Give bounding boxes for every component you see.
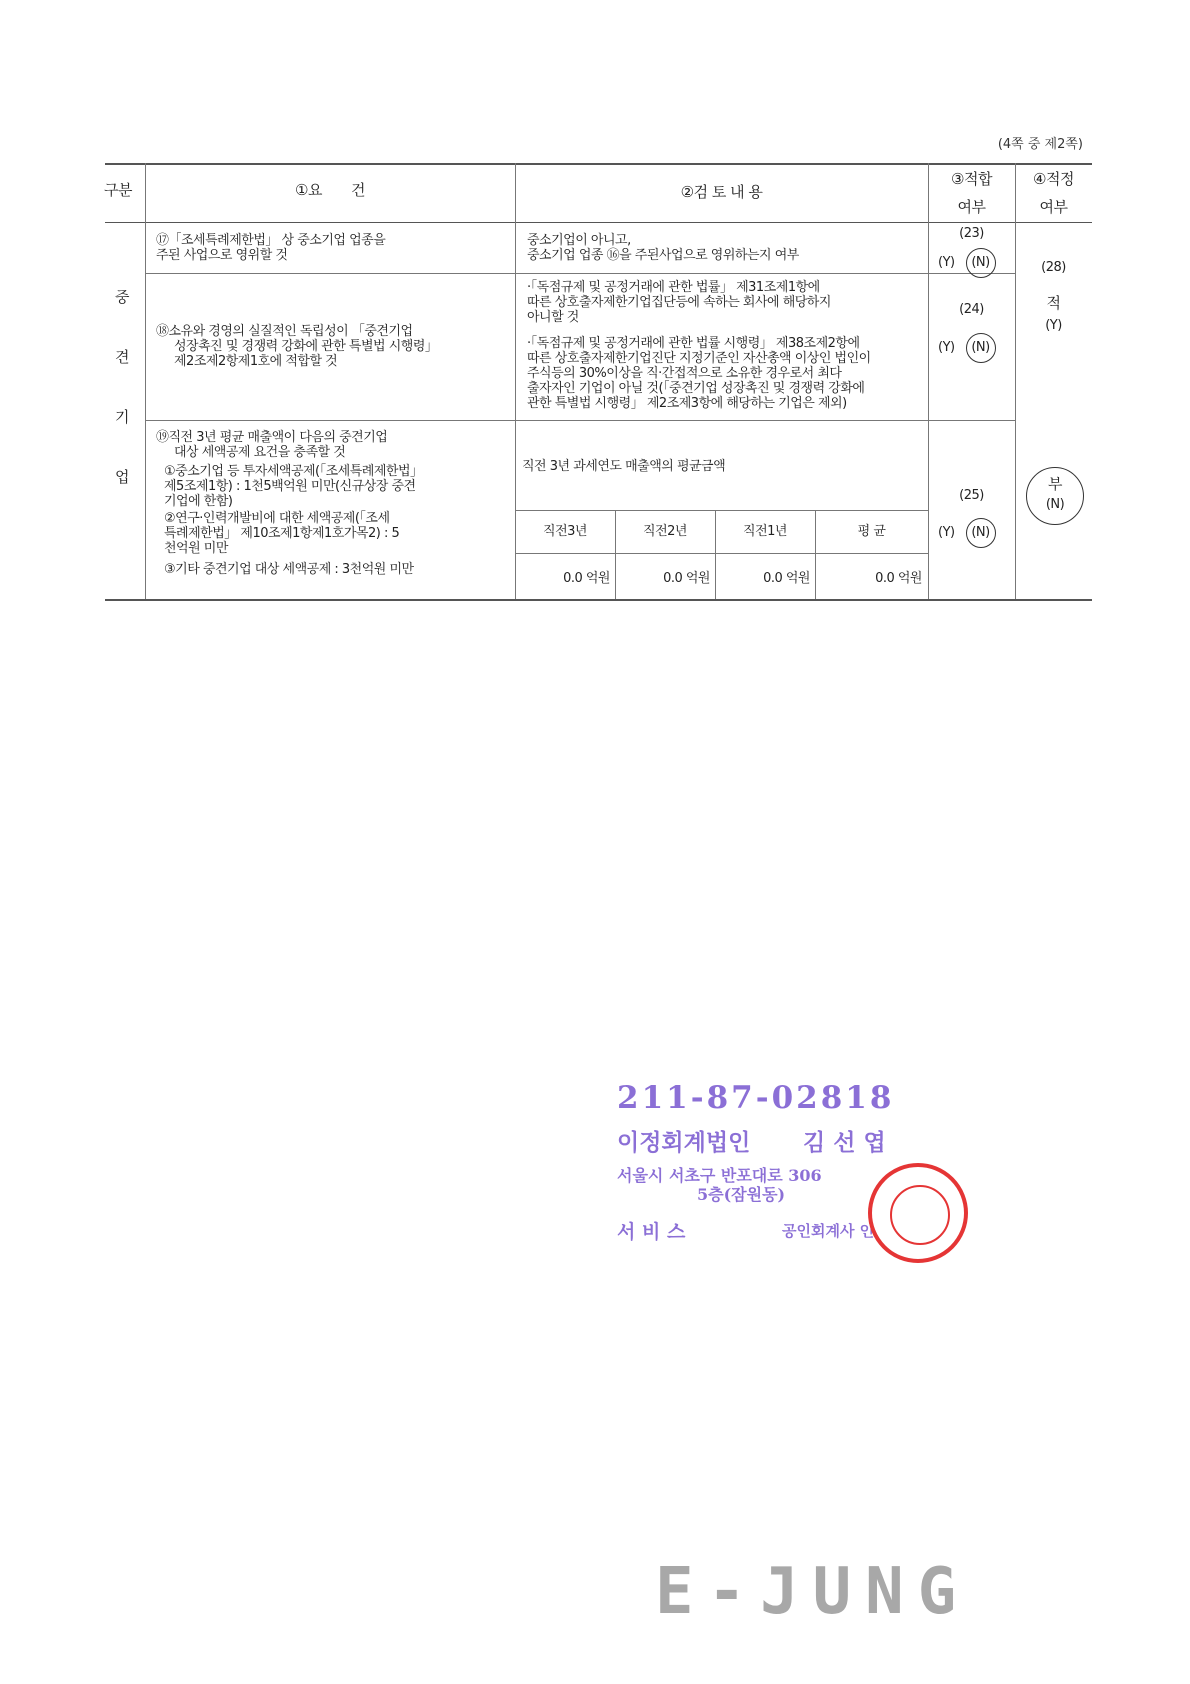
header-appropriate-2: 여부 bbox=[1039, 198, 1068, 216]
row-divider bbox=[145, 420, 1015, 421]
header-review: ②검 토 내 용 bbox=[680, 183, 763, 201]
firm-name: 이정회계법인 bbox=[617, 1129, 751, 1156]
row-divider bbox=[515, 510, 928, 511]
code-23: (23) bbox=[959, 226, 984, 241]
category-char: 업 bbox=[115, 468, 129, 486]
text-line: 중소기업 업종 ⑯을 주된사업으로 영위하는지 여부 bbox=[527, 248, 799, 263]
appropriate-label: 적 bbox=[1046, 294, 1061, 312]
option-no-circled: (N) bbox=[966, 248, 996, 278]
sub-value: 0.0 억원 bbox=[563, 571, 610, 586]
review-19: 직전 3년 과세연도 매출액의 평균금액 bbox=[522, 459, 726, 474]
sub-value: 0.0 억원 bbox=[663, 571, 710, 586]
page-number: (4쪽 중 제2쪽) bbox=[997, 137, 1083, 152]
text-line: 따른 상호출자제한기업집단등에 속하는 회사에 해당하지 bbox=[527, 295, 831, 310]
text-line: ③기타 중견기업 대상 세액공제 : 3천억원 미만 bbox=[164, 562, 414, 577]
review-18b bbox=[527, 336, 871, 411]
code-28: (28) bbox=[1041, 260, 1066, 275]
text-line: 기업에 한함) bbox=[164, 494, 233, 509]
text-line: ②연구·인력개발비에 대한 세액공제(「조세 bbox=[164, 511, 390, 526]
header-requirement: ①요 건 bbox=[295, 181, 365, 199]
text-line: ·「독점규제 및 공정거래에 관한 법률」 제31조제1항에 bbox=[527, 280, 820, 295]
code-24: (24) bbox=[959, 302, 984, 317]
text-line: ⑱소유와 경영의 실질적인 독립성이 「중견기업 bbox=[156, 324, 413, 339]
option-yes: (Y) bbox=[938, 525, 955, 540]
category-char: 중 bbox=[115, 288, 129, 306]
review-17 bbox=[527, 233, 799, 263]
text-line: 성장촉진 및 경쟁력 강화에 관한 특별법 시행령」 bbox=[174, 339, 438, 354]
appropriate-value: (Y) bbox=[1045, 318, 1062, 333]
requirement-18 bbox=[156, 324, 437, 369]
sub-header: 평 균 bbox=[857, 524, 886, 539]
fit-23 bbox=[938, 248, 996, 278]
text-line: 중소기업이 아니고, bbox=[527, 233, 631, 248]
table-bottom-border bbox=[105, 599, 1092, 601]
representative-name: 김 선 엽 bbox=[803, 1129, 886, 1156]
text-line: 관한 특별법 시행령」 제2조제3항에 해당하는 기업은 제외) bbox=[527, 396, 847, 411]
inappropriate-label: 부 bbox=[1048, 475, 1062, 493]
option-yes: (Y) bbox=[938, 255, 955, 270]
text-line: ①중소기업 등 투자세액공제(「조세특례제한법」 bbox=[164, 464, 423, 479]
header-appropriate: ④적정 bbox=[1033, 170, 1074, 188]
col-divider bbox=[145, 163, 146, 599]
address-line-1: 서울시 서초구 반포대로 306 bbox=[617, 1166, 822, 1185]
fit-24 bbox=[938, 333, 996, 363]
text-line: 출자자인 기업이 아닐 것(「중견기업 성장촉진 및 경쟁력 강화에 bbox=[527, 381, 865, 396]
text-line: 특례제한법」 제10조제1항제1호가목2) : 5 bbox=[164, 526, 400, 541]
review-18a bbox=[527, 280, 831, 325]
option-no-circled: (N) bbox=[966, 518, 996, 548]
text-line: ⑰「조세특례제한법」 상 중소기업 업종을 bbox=[156, 233, 386, 248]
row-divider bbox=[515, 553, 928, 554]
text-line: 제5조제1항) : 1천5백억원 미만(신규상장 중견 bbox=[164, 479, 416, 494]
requirement-17 bbox=[156, 233, 385, 263]
text-line: 아니할 것 bbox=[527, 310, 579, 325]
header-category: 구분 bbox=[104, 181, 132, 199]
sub-value: 0.0 억원 bbox=[763, 571, 810, 586]
cpa-label: 공인회계사 인 bbox=[782, 1222, 875, 1240]
registration-number: 211-87-02818 bbox=[617, 1080, 895, 1116]
text-line: 대상 세액공제 요건을 충족할 것 bbox=[174, 445, 346, 460]
sub-header: 직전3년 bbox=[543, 524, 587, 539]
inappropriate-value: (N) bbox=[1045, 497, 1065, 512]
sub-header: 직전1년 bbox=[743, 524, 787, 539]
sub-value: 0.0 억원 bbox=[875, 571, 922, 586]
code-25: (25) bbox=[959, 488, 984, 503]
category-char: 견 bbox=[115, 348, 129, 366]
address-line-2: 5층(잠원동) bbox=[697, 1185, 786, 1204]
option-yes: (Y) bbox=[938, 340, 955, 355]
header-divider bbox=[105, 222, 1092, 223]
row-divider bbox=[145, 273, 1015, 274]
sub-header: 직전2년 bbox=[643, 524, 687, 539]
header-fit-2: 여부 bbox=[957, 198, 986, 216]
col-divider bbox=[1015, 163, 1016, 599]
red-seal-icon bbox=[868, 1163, 968, 1263]
text-line: 주된 사업으로 영위할 것 bbox=[156, 248, 288, 263]
inappropriate-circle bbox=[1026, 467, 1084, 525]
requirement-19 bbox=[156, 430, 423, 577]
text-line: 주식등의 30%이상을 직·간접적으로 소유한 경우로서 최다 bbox=[527, 366, 842, 381]
option-no-circled: (N) bbox=[966, 333, 996, 363]
text-line: 제2조제2항제1호에 적합할 것 bbox=[174, 354, 338, 369]
text-line: 천억원 미만 bbox=[164, 541, 228, 556]
fit-25 bbox=[938, 518, 996, 548]
service-label: 서 비 스 bbox=[617, 1221, 686, 1243]
text-line: 따른 상호출자제한기업진단 지정기준인 자산총액 이상인 법인이 bbox=[527, 351, 871, 366]
text-line: ⑲직전 3년 평균 매출액이 다음의 중견기업 bbox=[156, 430, 388, 445]
table-top-border bbox=[105, 163, 1092, 165]
header-fit: ③적합 bbox=[951, 170, 992, 188]
watermark-logo: E-JUNG bbox=[655, 1555, 971, 1629]
category-char: 기 bbox=[115, 408, 129, 426]
text-line: ·「독점규제 및 공정거래에 관한 법률 시행령」 제38조제2항에 bbox=[527, 336, 860, 351]
